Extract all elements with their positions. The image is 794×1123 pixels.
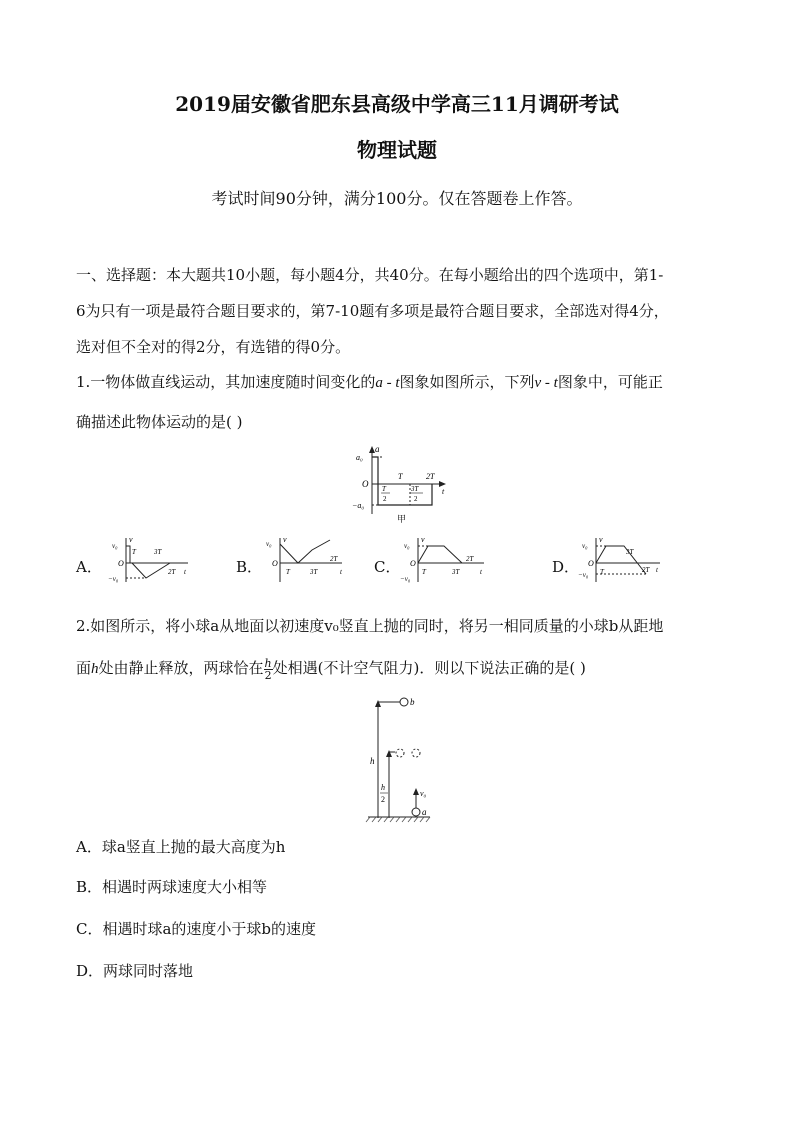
q1-option-c-label[interactable]: C． [374,558,401,576]
q1-vt: v - t [534,375,558,391]
optB-T: T [286,568,290,576]
q2-option-b[interactable] [76,876,267,897]
q1-option-d-graph[interactable] [578,534,664,586]
q2-fig-label-h-half: h [381,783,385,792]
q2-fig-label-h: h [370,756,375,766]
q2-text-a: 面 [76,659,92,677]
question-1-line-1 [76,370,726,395]
q2-option-d[interactable] [76,960,193,981]
q1-option-a-graph[interactable] [108,534,190,586]
optC-neg-v0: −v₀ [400,575,411,583]
subject-title: 物理试题 [357,138,437,162]
q2-fig-label-v0: v₀ [420,789,427,798]
optD-o: O [588,559,594,568]
q2-text-c: 处相遇(不计空气阻力)．则以下说法正确的是( ) [272,659,586,677]
q1-text-b: 图象如图所示，下列 [399,373,535,391]
optA-2T: 2T [168,568,176,576]
fig-label-neg-a0: −a₀ [352,501,365,510]
fig-label-o: O [362,479,369,489]
q1-option-c-graph[interactable] [400,534,488,586]
q2-option-d-label: D． [76,962,104,980]
optD-v: v [599,535,603,544]
optD-3T: 3T [626,548,634,556]
section-instructions-line-1: 一、选择题：本大题共10小题，每小题4分，共40分。在每小题给出的四个选项中，第1- [76,266,664,284]
q2-option-b-text: 相遇时两球速度大小相等 [102,878,268,896]
section-instructions-line-3: 选对但不全对的得2分，有选错的得0分。 [76,338,351,356]
fig-label-den-2: 2 [414,495,418,503]
optB-o: O [272,559,278,568]
fig-label-a: a [375,444,380,454]
optD-T: T [600,568,604,576]
q2-option-d-text: 两球同时落地 [103,962,194,980]
page-title: 2019届安徽省肥东县高级中学高三11月调研考试 [175,92,619,116]
q2-figure [362,690,434,826]
optB-2T: 2T [330,555,338,563]
q2-frac-den: 2 [264,668,272,682]
q2-fig-label-a: a [422,807,427,817]
optA-t: t [184,568,186,576]
q2-fig-label-h-den: 2 [381,795,385,804]
q2-fig-label-b: b [410,697,415,707]
fig-label-3T: 3T [411,485,419,493]
q2-option-a-label: A． [76,838,102,856]
optA-v0: v₀ [112,542,118,550]
optA-neg-v0: −v₀ [108,575,119,583]
exam-note: 考试时间90分钟，满分100分。仅在答题卷上作答。 [211,189,583,208]
q1-option-b-graph[interactable] [262,534,348,586]
optC-3T: 3T [452,568,460,576]
optC-2T: 2T [466,555,474,563]
q1-at: a - t [375,375,400,391]
q1-text-a: 1.一物体做直线运动，其加速度随时间变化的 [76,373,376,391]
optA-3T: 3T [154,548,162,556]
q2-fraction [264,658,273,681]
optC-v: v [421,535,425,544]
optA-T: T [132,548,136,556]
optD-neg-v0: −v₀ [578,571,589,579]
question-2-line-2 [76,656,726,681]
q2-option-c-text: 相遇时球a的速度小于球b的速度 [102,920,317,938]
q2-text-b: 处由静止释放，两球恰在 [98,659,264,677]
q2-option-c-label: C． [76,920,103,938]
fig-label-t: t [442,487,445,496]
fig-caption: 甲 [397,514,407,524]
fig-label-a0: a₀ [356,453,363,462]
q2-option-a[interactable] [76,836,285,857]
q2-option-a-text: 球a竖直上抛的最大高度为h [101,838,286,856]
q1-at-figure [350,442,450,524]
fig-label-den-1: 2 [383,495,387,503]
optA-o: O [118,559,124,568]
q2-option-c[interactable] [76,918,316,939]
q1-option-b-label[interactable]: B． [236,558,263,576]
optB-t: t [340,568,342,576]
optD-v0: v₀ [582,542,588,550]
fig-label-2T: 2T [426,472,435,481]
question-2-line-1: 2.如图所示，将小球a从地面以初速度v₀竖直上抛的同时，将另一相同质量的小球b从距地 [76,617,664,635]
q2-frac-num: h [264,656,272,670]
optB-v0: v₀ [266,540,272,548]
optA-v: v [129,535,133,544]
q2-option-b-label: B． [76,878,103,896]
optC-t: t [480,568,482,576]
q1-option-d-label[interactable]: D． [552,558,580,576]
q1-option-a-label[interactable]: A． [76,558,102,576]
section-instructions-line-2: 6为只有一项是最符合题目要求的，第7-10题有多项是最符合题目要求，全部选对得4分， [76,302,669,320]
optC-o: O [410,559,416,568]
optB-v: v [283,535,287,544]
fig-label-T: T [398,472,403,481]
optD-t: t [656,566,658,574]
q1-text-c: 图象中，可能正 [557,373,663,391]
question-1-line-2: 确描述此物体运动的是( ) [76,413,243,431]
fig-label-T-half: T [382,485,386,493]
q2-h: h [91,661,99,677]
optB-3T: 3T [310,568,318,576]
optD-2T: 2T [642,566,650,574]
optC-v0: v₀ [404,542,410,550]
optC-T: T [422,568,426,576]
